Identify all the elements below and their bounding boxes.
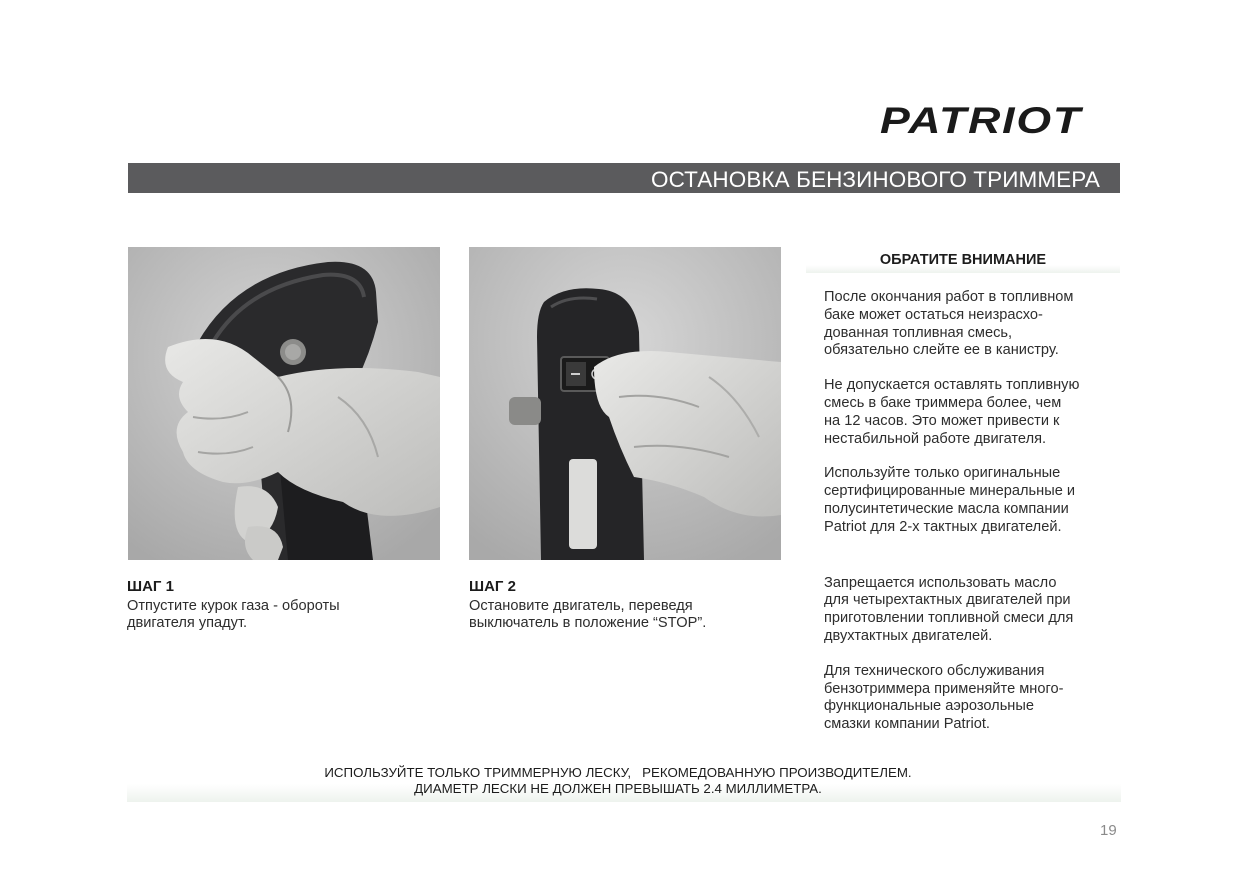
note-original-oils: Используйте только оригинальные сертифицированные минеральные и полусинтетические масла компании Patriot для 2-х тактных двигателей. — [824, 465, 1076, 535]
note-four-stroke-oil-forbidden: Запрещается использовать масло для четырехтактных двигателей при приготовлении топливной смеси для двухтактных двигателей. — [824, 574, 1074, 644]
svg-text:PATRIOT: PATRIOT — [880, 100, 1084, 140]
attention-heading: ОБРАТИТЕ ВНИМАНИЕ — [879, 252, 1047, 268]
step1-block — [127, 578, 447, 632]
attention-heading-bar — [806, 250, 1120, 273]
step2-block — [469, 578, 789, 632]
note-maintenance-lubricants: Для технического обслуживания бензотриммера применяйте много- функциональные аэрозольные смазки компании Patriot. — [824, 662, 1064, 733]
step2-photo — [469, 247, 781, 560]
patriot-logo — [878, 100, 1084, 140]
step1-photo — [128, 247, 440, 560]
notice-line-1: ИСПОЛЬЗУЙТЕ ТОЛЬКО ТРИММЕРНУЮ ЛЕСКУ, РЕКОМЕДОВАННУЮ ПРОИЗВОДИТЕЛЕМ. — [324, 765, 912, 780]
note-fuel-storage-time: Не допускается оставлять топливную смесь в баке триммера более, чем на 12 часов. Это может привести к нестабильной работе двигателя. — [824, 377, 1080, 447]
attention-notes — [824, 289, 1124, 751]
notice-line-2: ДИАМЕТР ЛЕСКИ НЕ ДОЛЖЕН ПРЕВЫШАТЬ 2.4 МИЛЛИМЕТРА. — [414, 781, 822, 796]
step2-text: Остановите двигатель, переведя выключатель в положение “STOP”. — [469, 598, 707, 631]
step1-title: ШАГ 1 — [127, 578, 174, 595]
page-number: 19 — [1100, 822, 1117, 839]
section-title-bar — [128, 163, 1120, 193]
section-title: ОСТАНОВКА БЕНЗИНОВОГО ТРИММЕРА — [650, 167, 1100, 192]
note-drain-fuel: После окончания работ в топливном баке может остаться неизрасхо- дованная топливная смесь, обязательно слейте ее в канистру. — [824, 289, 1074, 359]
step2-title: ШАГ 2 — [469, 578, 516, 595]
trimmer-line-notice — [127, 762, 1121, 802]
step1-text: Отпустите курок газа - обороты двигателя упадут. — [127, 598, 340, 631]
